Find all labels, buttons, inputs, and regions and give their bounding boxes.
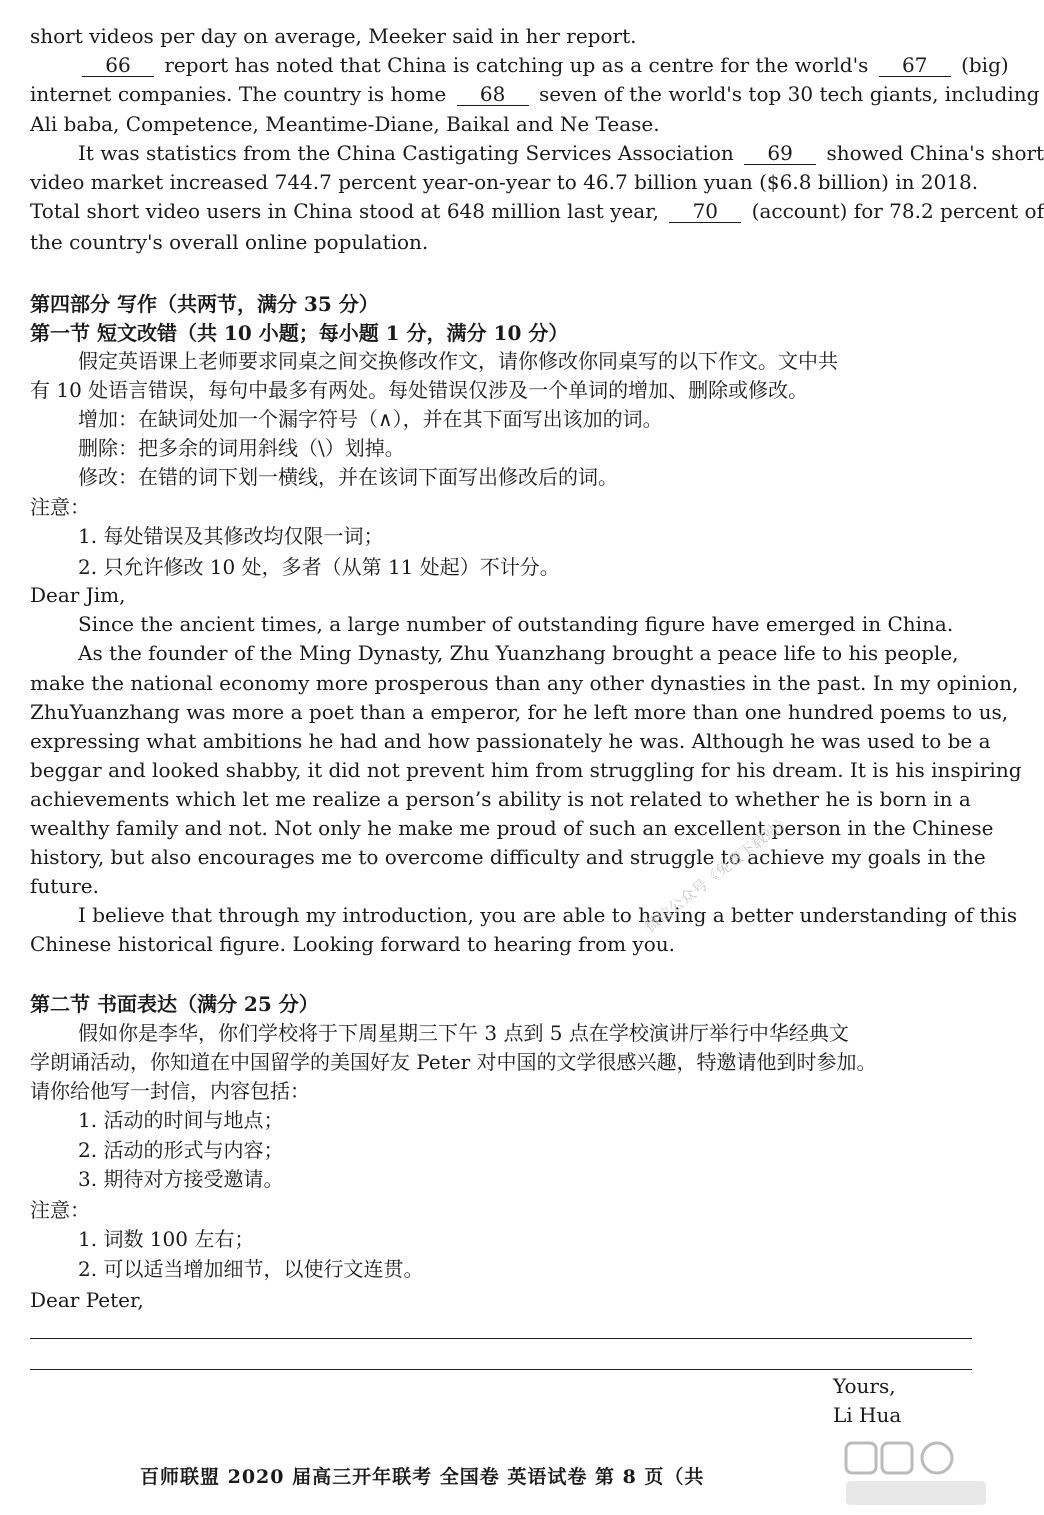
blank-70: 70 (669, 200, 741, 223)
note-item: 1. 每处错误及其修改均仅限一词； (78, 524, 384, 548)
instruction-add: 增加：在缺词处加一个漏字符号（∧），并在其下面写出该加的词。 (78, 407, 663, 431)
essay-line: beggar and looked shabby, it did not prevent him from struggling for his dream. It is his inspiring (30, 758, 1022, 782)
instruction-line: 假定英语课上老师要求同桌之间交换修改作文，请你修改你同桌写的以下作文。文中共 (78, 349, 838, 373)
essay-line: wealthy family and not. Not only he make me proud of such an excellent person in the Chinese (30, 816, 994, 840)
instruction-modify: 修改：在错的词下划一横线，并在该词下面写出修改后的词。 (78, 465, 618, 489)
note-label: 注意： (30, 495, 90, 519)
letter-closing: Yours, (833, 1374, 896, 1398)
essay-line: As the founder of the Ming Dynasty, Zhu Yuanzhang brought a peace life to his people, (78, 641, 959, 665)
essay-line: achievements which let me realize a person’s ability is not related to whether he is born in a (30, 787, 971, 811)
task-line: 学朗诵活动，你知道在中国留学的美国好友 Peter 对中国的文学很感兴趣，特邀请他到时参加。 (30, 1050, 877, 1074)
answer-line (30, 1338, 972, 1339)
passage-line: Ali baba, Competence, Meantime-Diane, Baikal and Ne Tease. (30, 112, 660, 136)
passage-line: video market increased 744.7 percent year-on-year to 46.7 billion yuan ($6.8 billion) in 2018. (30, 170, 979, 194)
passage-line: the country's overall online population. (30, 230, 429, 254)
site-logo (842, 1439, 992, 1509)
letter-salutation: Dear Peter, (30, 1288, 144, 1312)
blank-67: 67 (879, 54, 951, 77)
essay-line: history, but also encourages me to overcome difficulty and struggle to achieve my goals in the (30, 845, 986, 869)
task-line: 假如你是李华，你们学校将于下周星期三下午 3 点到 5 点在学校演讲厅举行中华经典文 (78, 1021, 849, 1045)
blank-68: 68 (457, 83, 529, 106)
essay-line: Chinese historical figure. Looking forward to hearing from you. (30, 932, 676, 956)
passage-line: 66 report has noted that China is catching up as a centre for the world's 67 (big) (78, 51, 975, 80)
instruction-line: 有 10 处语言错误，每句中最多有两处。每处错误仅涉及一个单词的增加、删除或修改。 (30, 378, 809, 402)
task-item: 2. 活动的形式与内容； (78, 1138, 284, 1162)
task-line: 请你给他写一封信，内容包括： (30, 1079, 310, 1103)
part4-heading: 第四部分 写作（共两节，满分 35 分） (30, 292, 379, 316)
essay-line: future. (30, 874, 99, 898)
section2-heading: 第二节 书面表达（满分 25 分） (30, 992, 319, 1016)
instruction-delete: 删除：把多余的词用斜线（\）划掉。 (78, 436, 405, 460)
watermark: 微信公众号《免费下载站》 (641, 810, 795, 936)
letter-salutation: Dear Jim, (30, 583, 126, 607)
answer-line (30, 1369, 972, 1370)
task-item: 1. 活动的时间与地点； (78, 1108, 284, 1132)
blank-66: 66 (82, 54, 154, 77)
passage-line: Total short video users in China stood at 648 million last year, 70 (account) for 78.2 percent of (30, 199, 1044, 223)
passage-line: It was statistics from the China Castigating Services Association 69 showed China's short (78, 141, 1044, 165)
note-item: 1. 词数 100 左右； (78, 1227, 255, 1251)
letter-signature: Li Hua (833, 1403, 902, 1427)
essay-line: make the national economy more prosperous than any other dynasties in the past. In my opinion, (30, 671, 1019, 695)
passage-line: short videos per day on average, Meeker said in her report. (30, 24, 637, 48)
note-item: 2. 可以适当增加细节，以使行文连贯。 (78, 1257, 424, 1281)
essay-line: I believe that through my introduction, you are able to having a better understanding of this (78, 903, 1018, 927)
blank-69: 69 (744, 142, 816, 165)
note-label: 注意： (30, 1198, 90, 1222)
task-item: 3. 期待对方接受邀请。 (78, 1167, 284, 1191)
essay-line: ZhuYuanzhang was more a poet than a emperor, for he left more than one hundred poems to us, (30, 700, 1009, 724)
passage-line: internet companies. The country is home 68 seven of the world's top 30 tech giants, including (30, 82, 1040, 106)
note-item: 2. 只允许修改 10 处，多者（从第 11 处起）不计分。 (78, 555, 560, 579)
page-footer: 百师联盟 2020 届高三开年联考 全国卷 英语试卷 第 8 页（共 (140, 1466, 705, 1488)
essay-line: Since the ancient times, a large number of outstanding figure have emerged in China. (78, 612, 954, 636)
section1-heading: 第一节 短文改错（共 10 小题；每小题 1 分，满分 10 分） (30, 321, 569, 345)
essay-line: expressing what ambitions he had and how passionately he was. Although he was used to be a (30, 729, 991, 753)
